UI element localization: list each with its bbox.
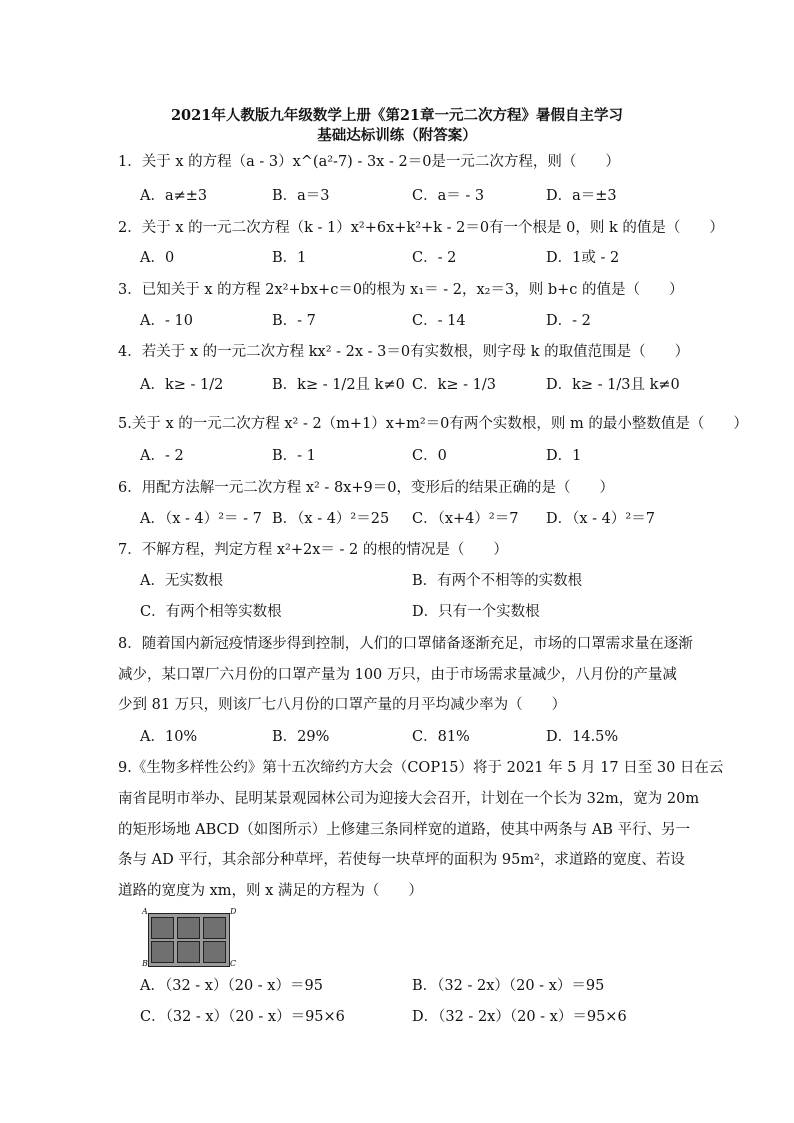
question-9-option-a: A．（32 - x）（20 - x）＝95 — [140, 978, 323, 994]
question-4-option-d: D．k≥ - 1/3且 k≠0 — [546, 377, 680, 393]
lawn-plot — [177, 917, 200, 939]
question-2-option-d: D．1或 - 2 — [546, 250, 620, 266]
question-2-option-b: B．1 — [272, 250, 307, 266]
question-8-stem-line3: 少到 81 万只，则该厂七八月份的口罩产量的月平均减少率为（ ） — [118, 697, 567, 713]
question-5-stem: 5.关于 x 的一元二次方程 x² - 2（m+1）x+m²＝0有两个实数根，则 m 的最小整数值是（ ） — [118, 416, 748, 432]
question-6-option-c: C．（x+4）²＝7 — [412, 511, 519, 527]
question-3-stem: 3．已知关于 x 的方程 2x²+bx+c＝0的根为 x₁＝ - 2，x₂＝3，则 b+c 的值是（ ） — [118, 282, 684, 298]
figure-label-c: C — [230, 959, 237, 968]
question-9-stem-line2: 南省昆明市举办、昆明某景观园林公司为迎接大会召开，计划在一个长为 32m，宽为 20m — [118, 791, 700, 807]
question-5-option-a: A．- 2 — [140, 448, 184, 464]
question-4-option-c: C．k≥ - 1/3 — [412, 377, 496, 393]
question-8-option-a: A．10% — [140, 729, 198, 745]
question-3-option-a: A．- 10 — [140, 313, 193, 329]
rectangle-abcd-figure — [142, 907, 237, 969]
question-2-option-c: C．- 2 — [412, 250, 457, 266]
question-5-option-c: C．0 — [412, 448, 447, 464]
question-7-option-b: B．有两个不相等的实数根 — [412, 573, 583, 589]
question-1-option-a: A．a≠±3 — [140, 188, 208, 204]
question-9-option-d: D．（32 - 2x）（20 - x）＝95×6 — [412, 1009, 627, 1025]
question-8-stem-line2: 减少，某口罩厂六月份的口罩产量为 100 万只，由于市场需求量减少，八月份的产量减 — [118, 667, 677, 683]
figure-label-d: D — [230, 907, 237, 916]
field-rectangle — [148, 913, 230, 967]
lawn-plot — [151, 917, 174, 939]
question-5-option-d: D．1 — [546, 448, 582, 464]
page-title-line1: 2021年人教版九年级数学上册《第21章一元二次方程》暑假自主学习 — [170, 107, 624, 124]
question-9-stem-line1: 9.《生物多样性公约》第十五次缔约方大会（COP15）将于 2021 年 5 月 17 日至 30 日在云 — [118, 760, 724, 776]
question-3-option-b: B．- 7 — [272, 313, 316, 329]
question-9-option-b: B．（32 - 2x）（20 - x）＝95 — [412, 978, 605, 994]
question-3-option-d: D．- 2 — [546, 313, 591, 329]
question-3-option-c: C．- 14 — [412, 313, 466, 329]
question-7-stem: 7．不解方程，判定方程 x²+2x＝ - 2 的根的情况是（ ） — [118, 542, 508, 558]
figure-label-b: B — [142, 959, 148, 968]
question-1-stem: 1．关于 x 的方程（a - 3）x^(a²-7) - 3x - 2＝0是一元二次方程，则（ ） — [118, 154, 620, 170]
question-8-option-d: D．14.5% — [546, 729, 619, 745]
question-8-option-c: C．81% — [412, 729, 470, 745]
lawn-plot — [203, 941, 226, 963]
question-9-stem-line3: 的矩形场地 ABCD（如图所示）上修建三条同样宽的道路，使其中两条与 AB 平行、另一 — [118, 822, 691, 838]
question-2-option-a: A．0 — [140, 250, 175, 266]
question-6-option-d: D．（x - 4）²＝7 — [546, 511, 655, 527]
lawn-plot — [203, 917, 226, 939]
page-title-line2: 基础达标训练（附答案） — [317, 127, 477, 144]
figure-label-a: A — [142, 907, 148, 916]
question-8-option-b: B．29% — [272, 729, 330, 745]
question-6-option-a: A．（x - 4）²＝ - 7 — [140, 511, 262, 527]
question-1-option-d: D．a＝±3 — [546, 188, 617, 204]
question-1-option-b: B．a＝3 — [272, 188, 330, 204]
lawn-plot — [151, 941, 174, 963]
question-1-option-c: C．a＝ - 3 — [412, 188, 485, 204]
question-4-option-a: A．k≥ - 1/2 — [140, 377, 224, 393]
question-8-stem-line1: 8．随着国内新冠疫情逐步得到控制，人们的口罩储备逐渐充足，市场的口罩需求量在逐渐 — [118, 636, 693, 652]
lawn-plot — [177, 941, 200, 963]
question-5-option-b: B．- 1 — [272, 448, 316, 464]
question-4-option-b: B．k≥ - 1/2且 k≠0 — [272, 377, 405, 393]
question-6-stem: 6．用配方法解一元二次方程 x² - 8x+9＝0，变形后的结果正确的是（ ） — [118, 480, 614, 496]
question-6-option-b: B．（x - 4）²＝25 — [272, 511, 390, 527]
question-7-option-c: C．有两个相等实数根 — [140, 604, 282, 620]
question-4-stem: 4．若关于 x 的一元二次方程 kx² - 2x - 3＝0有实数根，则字母 k 的取值范围是（ ） — [118, 344, 690, 360]
question-7-option-a: A．无实数根 — [140, 573, 223, 589]
question-7-option-d: D．只有一个实数根 — [412, 604, 540, 620]
question-9-stem-line5: 道路的宽度为 xm，则 x 满足的方程为（ ） — [118, 883, 423, 899]
question-2-stem: 2．关于 x 的一元二次方程（k - 1）x²+6x+k²+k - 2＝0有一个根是 0，则 k 的值是（ ） — [118, 220, 724, 236]
question-9-stem-line4: 条与 AD 平行，其余部分种草坪，若使每一块草坪的面积为 95m²，求道路的宽度、若设 — [118, 852, 685, 868]
question-9-option-c: C．（32 - x）（20 - x）＝95×6 — [140, 1009, 345, 1025]
